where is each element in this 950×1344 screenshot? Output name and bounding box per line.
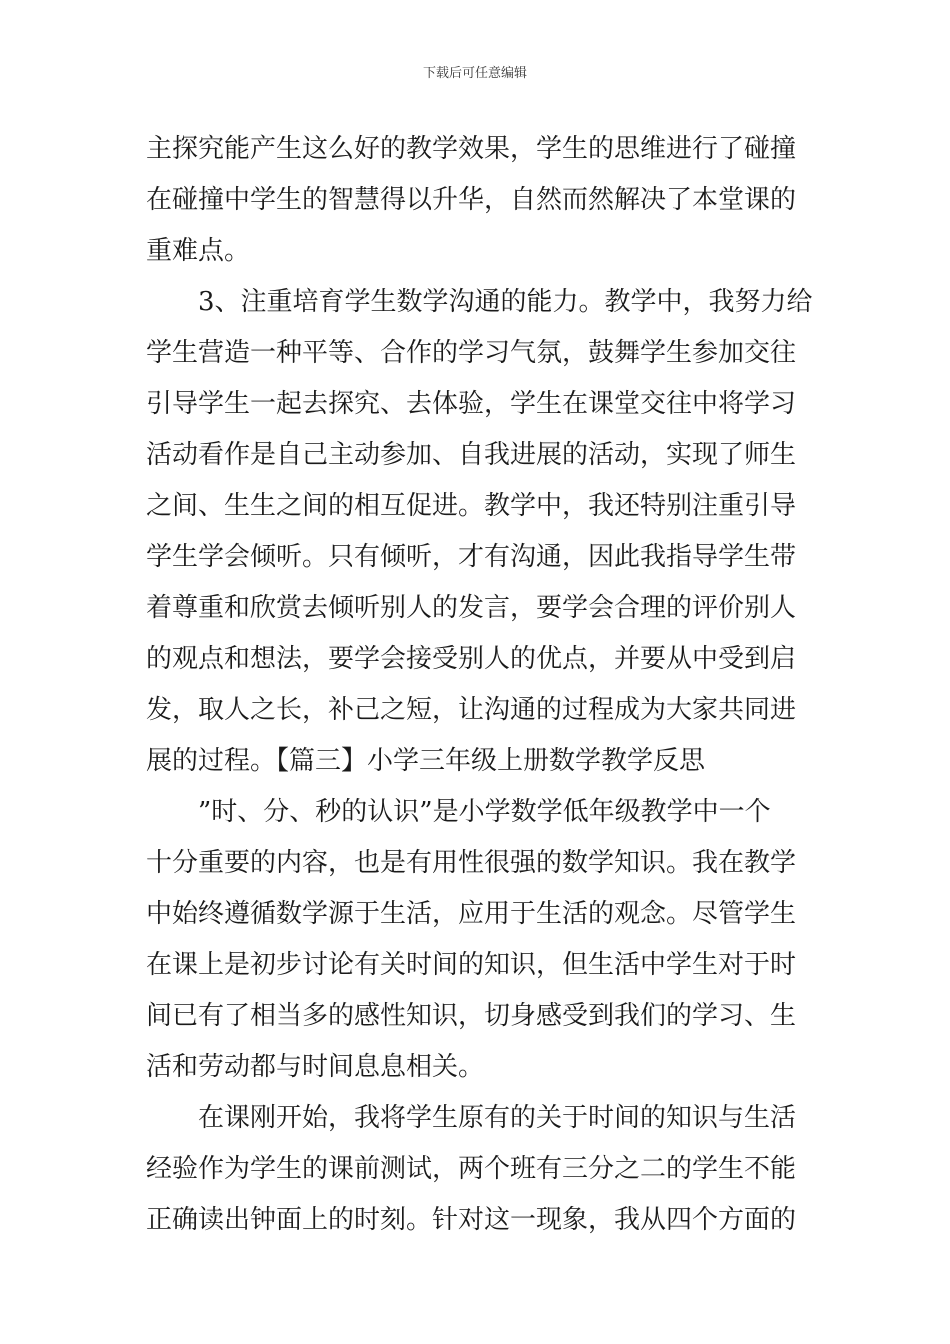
text-line: 发，取人之长，补己之短，让沟通的过程成为大家共同进 (146, 695, 797, 725)
text-line: 学生营造一种平等、合作的学习气氛，鼓舞学生参加交往 (146, 338, 797, 368)
text-line: 在碰撞中学生的智慧得以升华，自然而然解决了本堂课的 (146, 185, 797, 215)
text-line: 活动看作是自己主动参加、自我进展的活动，实现了师生 (146, 440, 797, 470)
text-line: 间已有了相当多的感性知识，切身感受到我们的学习、生 (146, 1001, 797, 1031)
text-line: 的观点和想法，要学会接受别人的优点，并要从中受到启 (146, 644, 797, 674)
text-line: 引导学生一起去探究、去体验，学生在课堂交往中将学习 (146, 389, 797, 419)
text-line: 之间、生生之间的相互促进。教学中，我还特别注重引导 (146, 491, 797, 521)
text-line: 主探究能产生这么好的教学效果，学生的思维进行了碰撞 (146, 134, 797, 164)
text-line: 着尊重和欣赏去倾听别人的发言，要学会合理的评价别人 (146, 593, 797, 623)
text-line: ”时、分、秒的认识”是小学数学低年级教学中一个 (198, 797, 771, 827)
text-line: 重难点。 (146, 236, 251, 266)
text-line: 在课刚开始，我将学生原有的关于时间的知识与生活 (198, 1103, 797, 1133)
text-line: 学生学会倾听。只有倾听，才有沟通，因此我指导学生带 (146, 542, 797, 572)
text-line: 活和劳动都与时间息息相关。 (146, 1052, 485, 1082)
document-body (146, 124, 813, 1246)
text-line: 经验作为学生的课前测试，两个班有三分之二的学生不能 (146, 1154, 797, 1184)
page-header-note: 下载后可任意编辑 (422, 66, 527, 81)
text-line: 在课上是初步讨论有关时间的知识，但生活中学生对于时 (146, 950, 797, 980)
text-line: 中始终遵循数学源于生活，应用于生活的观念。尽管学生 (146, 899, 797, 929)
text-line: 展的过程。【篇三】小学三年级上册数学教学反思 (146, 746, 706, 776)
text-line: 十分重要的内容，也是有用性很强的数学知识。我在教学 (146, 848, 797, 878)
text-line: 正确读出钟面上的时刻。针对这一现象，我从四个方面的 (146, 1205, 797, 1235)
text-line: 3、注重培育学生数学沟通的能力。教学中，我努力给 (198, 287, 813, 317)
